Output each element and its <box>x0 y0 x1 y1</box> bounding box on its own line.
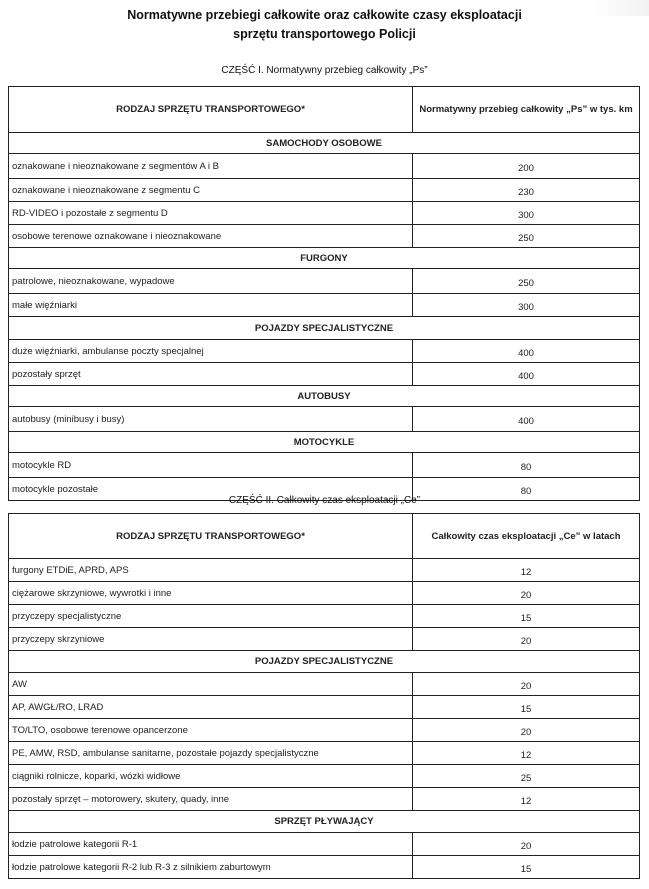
table-row <box>9 673 640 696</box>
table-row <box>9 559 640 582</box>
row-value: 20 <box>413 628 640 651</box>
table-row <box>9 269 640 294</box>
section-motocykle: MOTOCYKLE <box>9 432 640 453</box>
part1-header-value: Normatywny przebieg całkowity „Ps” w tys. km <box>413 87 640 133</box>
row-label: oznakowane i nieoznakowane z segmentów A i B <box>9 154 413 179</box>
row-value: 20 <box>413 719 640 742</box>
row-label: motocykle RD <box>9 453 413 478</box>
part2-header-value: Całkowity czas eksploatacji „Ce” w latach <box>413 514 640 559</box>
table-row <box>9 788 640 811</box>
part1-header-type: RODZAJ SPRZĘTU TRANSPORTOWEGO* <box>9 87 413 133</box>
row-label: osobowe terenowe oznakowane i nieoznakowane <box>9 225 413 248</box>
section-row <box>9 133 640 154</box>
row-label: RD-VIDEO i pozostałe z segmentu D <box>9 202 413 225</box>
part1-title: CZĘŚĆ I. Normatywny przebieg całkowity „Ps” <box>221 65 428 76</box>
table-row <box>9 833 640 856</box>
row-value: 15 <box>413 856 640 879</box>
table-row <box>9 765 640 788</box>
row-value: 200 <box>413 154 640 179</box>
section-row <box>9 811 640 833</box>
table-row <box>9 628 640 651</box>
row-value: 80 <box>413 453 640 478</box>
row-label: oznakowane i nieoznakowane z segmentu C <box>9 179 413 202</box>
table-row <box>9 742 640 765</box>
row-label: łodzie patrolowe kategorii R-2 lub R-3 z silnikiem zaburtowym <box>9 856 413 879</box>
row-value: 15 <box>413 605 640 628</box>
row-label: PE, AMW, RSD, ambulanse sanitarne, pozostałe pojazdy specjalistyczne <box>9 742 413 765</box>
table-row <box>9 363 640 386</box>
part2-header-type: RODZAJ SPRZĘTU TRANSPORTOWEGO* <box>9 514 413 559</box>
row-label: ciężarowe skrzyniowe, wywrotki i inne <box>9 582 413 605</box>
row-value: 400 <box>413 363 640 386</box>
row-value: 20 <box>413 833 640 856</box>
table-row <box>9 856 640 879</box>
table-row <box>9 294 640 317</box>
document-title-line-1: Normatywne przebiegi całkowite oraz całkowite czasy eksploatacji <box>127 8 522 22</box>
row-label: pozostały sprzęt <box>9 363 413 386</box>
part1-header-row <box>9 87 640 133</box>
section-row <box>9 248 640 269</box>
section-sprzet-plywajacy: SPRZĘT PŁYWAJĄCY <box>9 811 640 833</box>
row-value: 12 <box>413 559 640 582</box>
row-value: 20 <box>413 582 640 605</box>
row-value: 25 <box>413 765 640 788</box>
row-label: małe więźniarki <box>9 294 413 317</box>
table-row <box>9 582 640 605</box>
row-label: przyczepy skrzyniowe <box>9 628 413 651</box>
row-value: 400 <box>413 407 640 432</box>
row-label: łodzie patrolowe kategorii R-1 <box>9 833 413 856</box>
section-row <box>9 651 640 673</box>
part2-title: CZĘŚĆ II. Całkowity czas eksploatacji „Ce” <box>228 495 421 506</box>
section-row <box>9 386 640 407</box>
table-row <box>9 225 640 248</box>
table-row <box>9 453 640 478</box>
document-title-line-2: sprzętu transportowego Policji <box>233 27 416 41</box>
row-label: furgony ETDiE, APRD, APS <box>9 559 413 582</box>
row-value: 250 <box>413 225 640 248</box>
table-row <box>9 340 640 363</box>
part1-table <box>8 86 640 501</box>
row-value: 250 <box>413 269 640 294</box>
row-value: 12 <box>413 742 640 765</box>
row-label: pozostały sprzęt – motorowery, skutery, quady, inne <box>9 788 413 811</box>
row-label: autobusy (minibusy i busy) <box>9 407 413 432</box>
row-label: duże więźniarki, ambulanse poczty specjalnej <box>9 340 413 363</box>
section-row <box>9 432 640 453</box>
table-row <box>9 179 640 202</box>
row-label: przyczepy specjalistyczne <box>9 605 413 628</box>
row-value: 80 <box>413 478 640 501</box>
section-pojazdy-specjalistyczne-2: POJAZDY SPECJALISTYCZNE <box>9 651 640 673</box>
document-title <box>0 6 649 44</box>
section-autobusy: AUTOBUSY <box>9 386 640 407</box>
row-value: 300 <box>413 294 640 317</box>
table-row <box>9 605 640 628</box>
row-label: AW <box>9 673 413 696</box>
row-label: patrolowe, nieoznakowane, wypadowe <box>9 269 413 294</box>
table-row <box>9 696 640 719</box>
table-row <box>9 154 640 179</box>
row-label: motocykle pozostałe <box>9 478 413 501</box>
section-samochody-osobowe: SAMOCHODY OSOBOWE <box>9 133 640 154</box>
row-value: 400 <box>413 340 640 363</box>
row-label: AP, AWGŁ/RO, LRAD <box>9 696 413 719</box>
row-label: TO/LTO, osobowe terenowe opancerzone <box>9 719 413 742</box>
table-row <box>9 719 640 742</box>
section-furgony: FURGONY <box>9 248 640 269</box>
part2-table <box>8 513 640 879</box>
row-label: ciągniki rolnicze, koparki, wózki widłowe <box>9 765 413 788</box>
table-row <box>9 202 640 225</box>
row-value: 20 <box>413 673 640 696</box>
row-value: 15 <box>413 696 640 719</box>
row-value: 230 <box>413 179 640 202</box>
section-row <box>9 317 640 340</box>
section-pojazdy-specjalistyczne: POJAZDY SPECJALISTYCZNE <box>9 317 640 340</box>
part2-header-row <box>9 514 640 559</box>
table-row <box>9 407 640 432</box>
row-value: 12 <box>413 788 640 811</box>
row-value: 300 <box>413 202 640 225</box>
